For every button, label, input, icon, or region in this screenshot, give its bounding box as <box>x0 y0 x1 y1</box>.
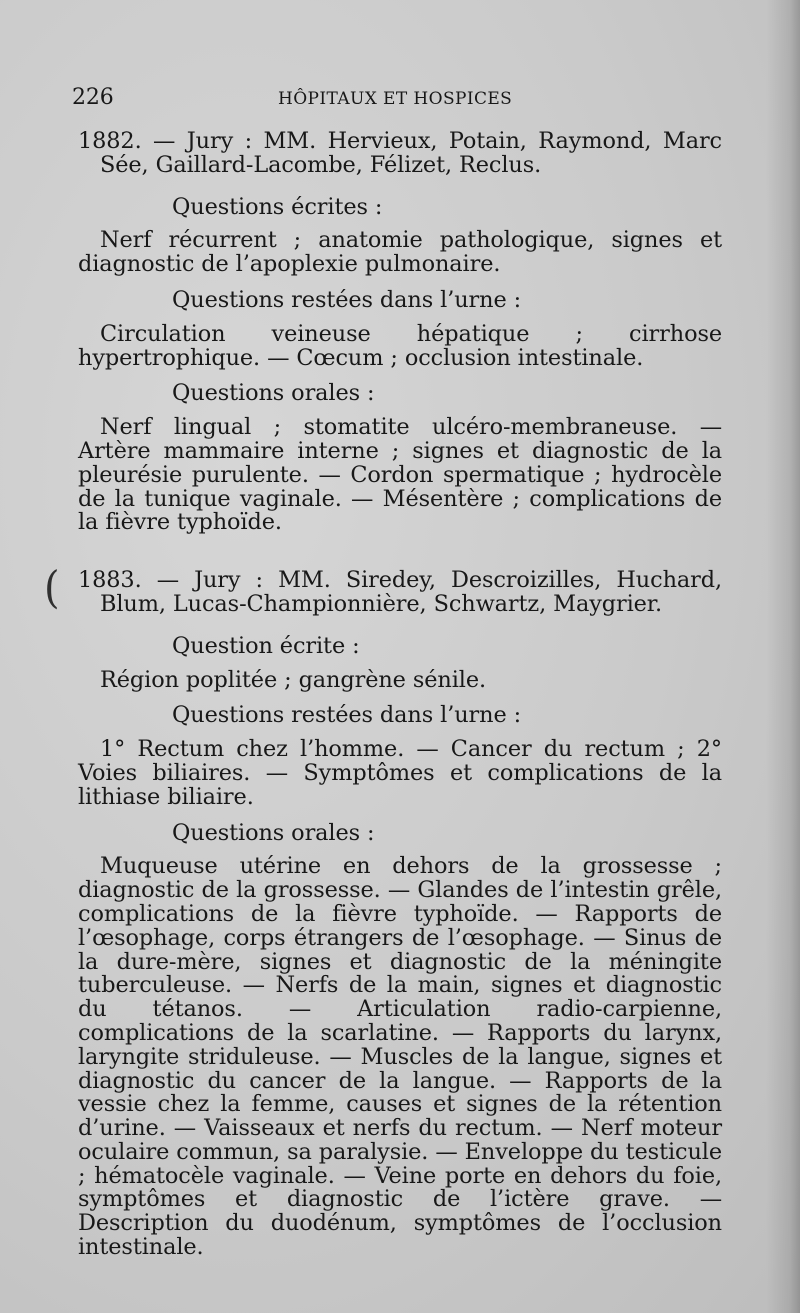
section-heading: Questions écrites : <box>172 193 383 220</box>
page-text <box>72 85 722 1261</box>
jury-entry-1882: 1882. — Jury : MM. Hervieux, Potain, Raymond, Marc Sée, Gaillard-Lacombe, Félizet, Reclus. <box>78 128 722 178</box>
margin-pencil-mark: ( <box>44 562 60 614</box>
jury-entry-1883: 1883. — Jury : MM. Siredey, Descroizilles, Huchard, Blum, Lucas-Championnière, Schwartz, Maygrier. <box>78 567 722 617</box>
question-text: Nerf récurrent ; anatomie pathologique, signes et diagnostic de l’apoplexie pulmonaire. <box>78 227 722 278</box>
question-text: Muqueuse utérine en dehors de la grossesse ; diagnostic de la grossesse. — Glandes de l’intestin grêle, complications de la fièvre typhoïde. — Rapports de l’œsophage, corps étrangers de l’œsophage. — Sinus de la dure-mère, signes et diagnostic de la méningite tuberculeuse. — Nerfs de la main, signes et diagnostic du tétanos. — Articulation radio-carpienne, complications de la scarlatine. — Rapports du larynx, laryngite striduleuse. — Muscles de la langue, signes et diagnostic du cancer de la langue. — Rapports de la vessie chez la femme, causes et signes de la rétention d’urine. — Vaisseaux et nerfs du rectum. — Nerf moteur oculaire commun, sa paralysie. — Enveloppe du testicule ; hématocèle vaginale. — Veine porte en dehors du foie, symptômes et diagnostic de l’ictère grave. — Description du duodénum, symptômes de l’occlusion intestinale. <box>78 853 722 1261</box>
section-heading: Questions orales : <box>172 380 375 407</box>
question-text: 1° Rectum chez l’homme. — Cancer du rectum ; 2° Voies biliaires. — Symptômes et complications de la lithiase biliaire. <box>78 736 722 810</box>
page-header <box>72 85 722 114</box>
running-title: HÔPITAUX ET HOSPICES <box>278 89 513 109</box>
page-gutter-shadow <box>766 0 800 1313</box>
section-heading: Questions restées dans l’urne : <box>172 286 522 313</box>
page-number: 226 <box>72 85 114 110</box>
question-text: Région poplitée ; gangrène sénile. <box>100 666 486 693</box>
section-heading: Questions orales : <box>172 819 375 846</box>
section-heading: Questions restées dans l’urne : <box>172 702 522 729</box>
section-heading: Question écrite : <box>172 632 360 659</box>
question-text: Nerf lingual ; stomatite ulcéro-membraneuse. — Artère mammaire interne ; signes et diagnostic de la pleurésie purulente. — Cordon spermatique ; hydrocèle de la tunique vaginale. — Mésentère ; complications de la fièvre typhoïde. <box>78 414 722 536</box>
question-text: Circulation veineuse hépatique ; cirrhose hypertrophique. — Cœcum ; occlusion intestinale. <box>78 320 722 371</box>
